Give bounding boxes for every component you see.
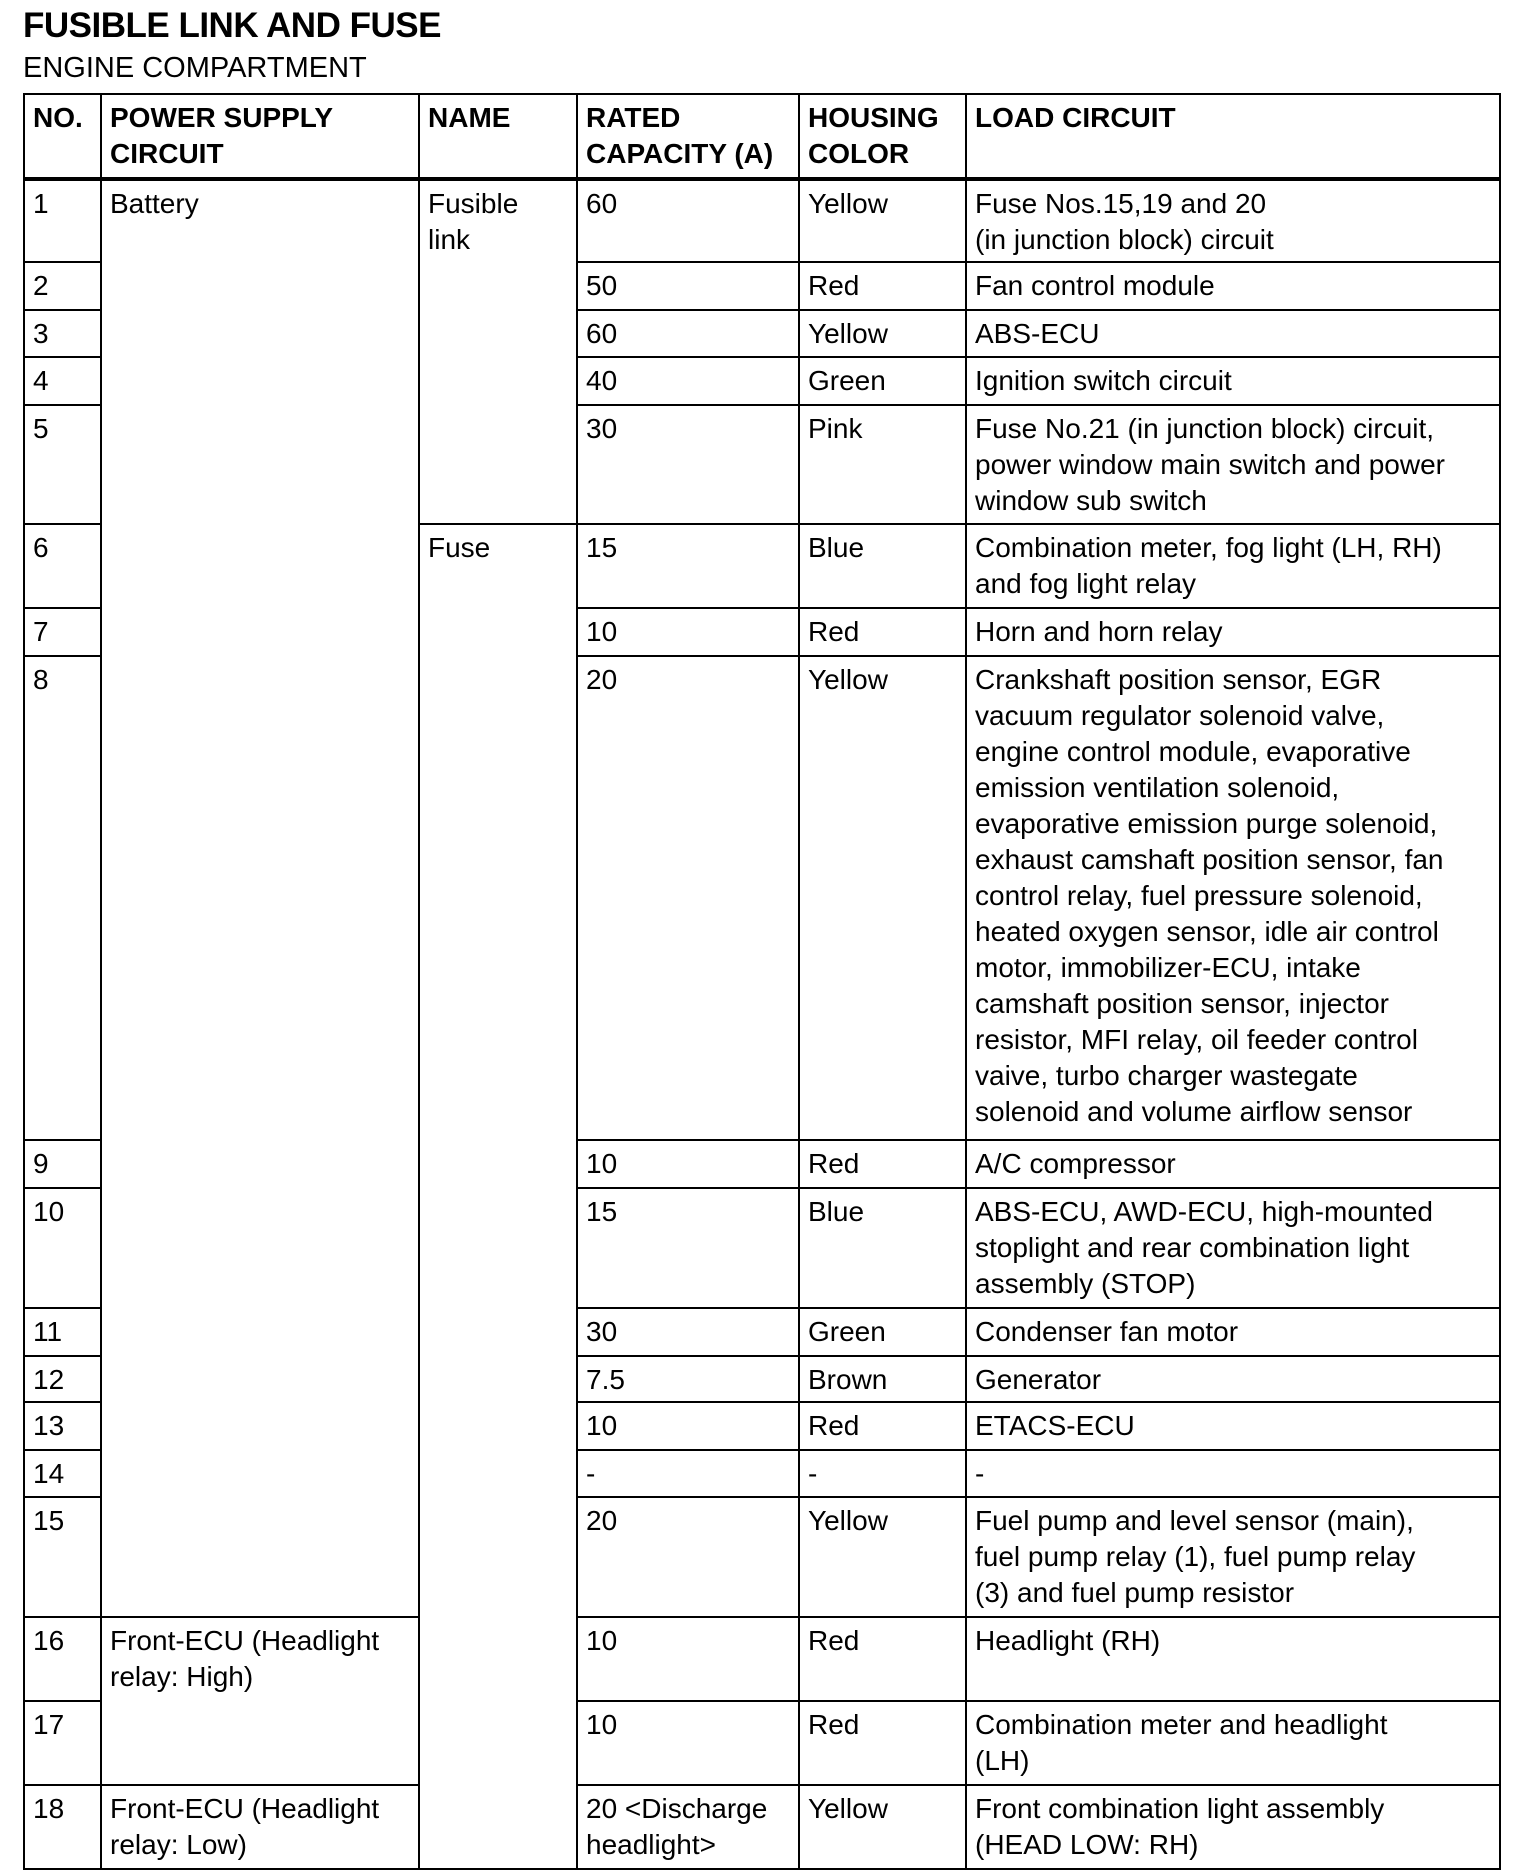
fuse-number: 7 bbox=[24, 608, 101, 656]
housing-color: Yellow bbox=[799, 1497, 966, 1617]
power-supply-circuit: Front-ECU (Headlight relay: High) bbox=[101, 1617, 419, 1785]
fuse-number: 10 bbox=[24, 1188, 101, 1308]
load-circuit: Fuel pump and level sensor (main), fuel pump relay (1), fuel pump relay (3) and fuel pump resistor bbox=[966, 1497, 1500, 1617]
rated-capacity: 15 bbox=[577, 1188, 799, 1308]
load-circuit: Front combination light assembly (HEAD LOW: RH) bbox=[966, 1785, 1500, 1869]
fuse-number: 1 bbox=[24, 179, 101, 262]
rated-capacity: 15 bbox=[577, 524, 799, 608]
housing-color: Red bbox=[799, 608, 966, 656]
power-supply-circuit: Battery bbox=[101, 179, 419, 1617]
housing-color: Yellow bbox=[799, 1785, 966, 1869]
rated-capacity: 20 <Discharge headlight> bbox=[577, 1785, 799, 1869]
fuse-table bbox=[23, 93, 1501, 1870]
header-name: NAME bbox=[419, 94, 577, 179]
housing-color: Green bbox=[799, 1308, 966, 1356]
rated-capacity: 20 bbox=[577, 1497, 799, 1617]
rated-capacity: 10 bbox=[577, 1617, 799, 1701]
table-row bbox=[24, 1785, 1500, 1869]
section-subtitle: ENGINE COMPARTMENT bbox=[23, 52, 367, 84]
fuse-number: 9 bbox=[24, 1140, 101, 1188]
housing-color: Pink bbox=[799, 405, 966, 524]
rated-capacity: 60 bbox=[577, 310, 799, 357]
housing-color: Blue bbox=[799, 524, 966, 608]
fuse-number: 17 bbox=[24, 1701, 101, 1785]
load-circuit: Crankshaft position sensor, EGR vacuum regulator solenoid valve, engine control module, evaporative emission ventilation solenoid, evaporative emission purge solenoid, exhaust camshaft position sensor, fan control relay, fuel pressure solenoid, heated oxygen sensor, idle air control motor, immobilizer-ECU, intake camshaft position sensor, injector resistor, MFI relay, oil feeder control vaive, turbo charger wastegate solenoid and volume airflow sensor bbox=[966, 656, 1500, 1140]
housing-color: Yellow bbox=[799, 656, 966, 1140]
fuse-number: 8 bbox=[24, 656, 101, 1140]
fuse-type-name: Fuse bbox=[419, 524, 577, 1869]
housing-color: Red bbox=[799, 1617, 966, 1701]
housing-color: Red bbox=[799, 1402, 966, 1450]
rated-capacity: 10 bbox=[577, 1701, 799, 1785]
fuse-number: 6 bbox=[24, 524, 101, 608]
fuse-number: 3 bbox=[24, 310, 101, 357]
table-row bbox=[24, 1617, 1500, 1701]
table-row bbox=[24, 179, 1500, 262]
header-power-supply: POWER SUPPLY CIRCUIT bbox=[101, 94, 419, 179]
load-circuit: Fuse No.21 (in junction block) circuit, power window main switch and power window sub switch bbox=[966, 405, 1500, 524]
housing-color: Green bbox=[799, 357, 966, 405]
rated-capacity: 40 bbox=[577, 357, 799, 405]
fuse-number: 13 bbox=[24, 1402, 101, 1450]
housing-color: Red bbox=[799, 262, 966, 310]
load-circuit: Horn and horn relay bbox=[966, 608, 1500, 656]
housing-color: Brown bbox=[799, 1356, 966, 1402]
page-title: FUSIBLE LINK AND FUSE bbox=[23, 6, 441, 45]
fuse-number: 16 bbox=[24, 1617, 101, 1701]
fuse-number: 18 bbox=[24, 1785, 101, 1869]
power-supply-circuit: Front-ECU (Headlight relay: Low) bbox=[101, 1785, 419, 1869]
load-circuit: Fan control module bbox=[966, 262, 1500, 310]
fuse-number: 2 bbox=[24, 262, 101, 310]
rated-capacity: 60 bbox=[577, 179, 799, 262]
rated-capacity: 30 bbox=[577, 405, 799, 524]
load-circuit: Generator bbox=[966, 1356, 1500, 1402]
header-no: NO. bbox=[24, 94, 101, 179]
load-circuit: Combination meter and headlight (LH) bbox=[966, 1701, 1500, 1785]
rated-capacity: 10 bbox=[577, 1402, 799, 1450]
load-circuit: ABS-ECU bbox=[966, 310, 1500, 357]
housing-color: Red bbox=[799, 1701, 966, 1785]
fuse-number: 15 bbox=[24, 1497, 101, 1617]
load-circuit: A/C compressor bbox=[966, 1140, 1500, 1188]
fuse-number: 11 bbox=[24, 1308, 101, 1356]
rated-capacity: 7.5 bbox=[577, 1356, 799, 1402]
fuse-number: 4 bbox=[24, 357, 101, 405]
rated-capacity: - bbox=[577, 1450, 799, 1497]
housing-color: Yellow bbox=[799, 179, 966, 262]
load-circuit: Headlight (RH) bbox=[966, 1617, 1500, 1701]
rated-capacity: 10 bbox=[577, 1140, 799, 1188]
housing-color: Red bbox=[799, 1140, 966, 1188]
rated-capacity: 50 bbox=[577, 262, 799, 310]
rated-capacity: 20 bbox=[577, 656, 799, 1140]
rated-capacity: 10 bbox=[577, 608, 799, 656]
housing-color: Yellow bbox=[799, 310, 966, 357]
fuse-type-name: Fusible link bbox=[419, 179, 577, 524]
load-circuit: ETACS-ECU bbox=[966, 1402, 1500, 1450]
load-circuit: ABS-ECU, AWD-ECU, high-mounted stoplight and rear combination light assembly (STOP) bbox=[966, 1188, 1500, 1308]
header-housing-color: HOUSING COLOR bbox=[799, 94, 966, 179]
fuse-number: 14 bbox=[24, 1450, 101, 1497]
load-circuit: Fuse Nos.15,19 and 20 (in junction block) circuit bbox=[966, 179, 1500, 262]
housing-color: Blue bbox=[799, 1188, 966, 1308]
rated-capacity: 30 bbox=[577, 1308, 799, 1356]
table-header-row bbox=[24, 94, 1500, 179]
load-circuit: - bbox=[966, 1450, 1500, 1497]
load-circuit: Ignition switch circuit bbox=[966, 357, 1500, 405]
fuse-number: 12 bbox=[24, 1356, 101, 1402]
housing-color: - bbox=[799, 1450, 966, 1497]
fuse-number: 5 bbox=[24, 405, 101, 524]
load-circuit: Combination meter, fog light (LH, RH) and fog light relay bbox=[966, 524, 1500, 608]
header-load-circuit: LOAD CIRCUIT bbox=[966, 94, 1500, 179]
header-rated-capacity: RATED CAPACITY (A) bbox=[577, 94, 799, 179]
load-circuit: Condenser fan motor bbox=[966, 1308, 1500, 1356]
